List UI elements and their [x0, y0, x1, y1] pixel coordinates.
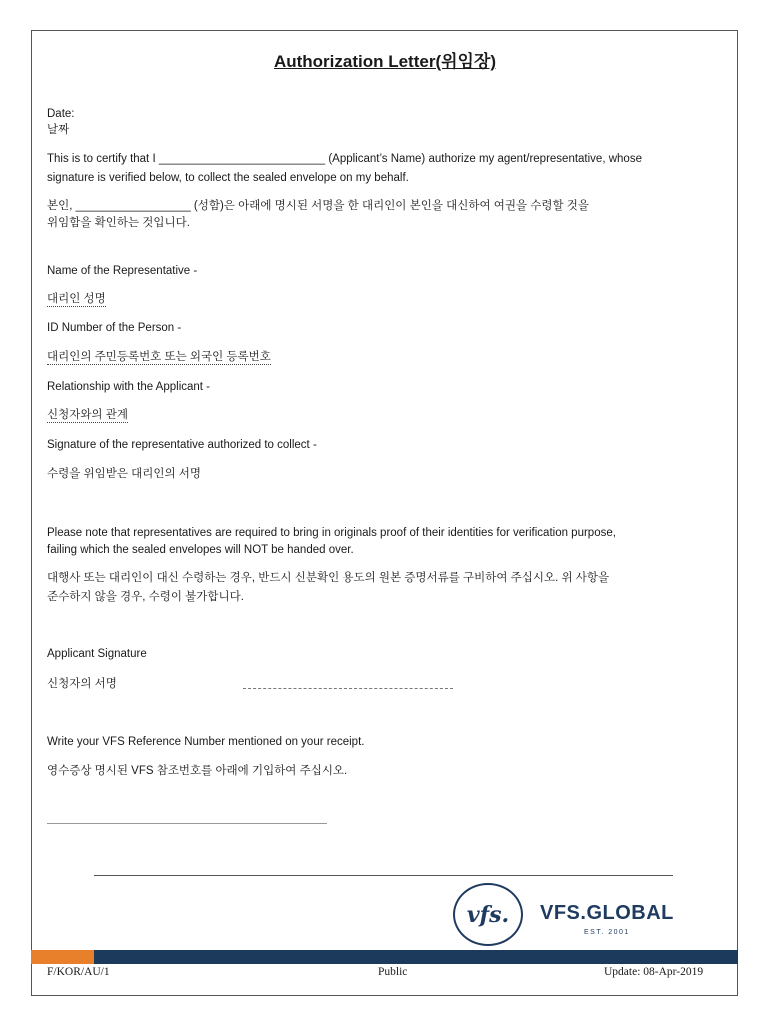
relationship-label-ko: 신청자와의 관계	[47, 409, 128, 421]
certify-ko-line1: 본인, __________________ (성함)은 아래에 명시된 서명을 한 대리인이 본인을 대신하여 여권을 수령할 것을	[47, 200, 590, 212]
representative-signature-label-ko: 수령을 위임받은 대리인의 서명	[47, 468, 202, 480]
footer-classification: Public	[378, 966, 408, 978]
representative-name-label: Name of the Representative -	[47, 265, 198, 277]
date-label-en: Date:	[47, 108, 75, 120]
representative-signature-label: Signature of the representative authorized to collect -	[47, 439, 317, 451]
applicant-signature-line[interactable]	[243, 688, 453, 689]
note-ko-line2: 준수하지 않을 경우, 수령이 불가합니다.	[47, 591, 244, 603]
relationship-label: Relationship with the Applicant -	[47, 381, 211, 393]
vfs-logo-est: EST. 2001	[584, 929, 630, 936]
footer-bar-orange	[31, 950, 94, 964]
id-number-label-ko: 대리인의 주민등록번호 또는 외국인 등록번호	[47, 351, 271, 363]
reference-instruction-ko: 영수증상 명시된 VFS 참조번호를 아래에 기입하여 주십시오.	[47, 765, 348, 777]
vfs-logo-mark: vfs.	[453, 883, 523, 946]
applicant-signature-label: Applicant Signature	[47, 648, 147, 660]
certify-ko-line2: 위임함을 확인하는 것입니다.	[47, 217, 190, 229]
footer-form-code: F/KOR/AU/1	[47, 966, 110, 978]
document-title: Authorization Letter(위임장)	[273, 52, 497, 71]
vfs-logo-name: VFS.GLOBAL	[540, 902, 674, 924]
footer-update-date: Update: 08-Apr-2019	[604, 966, 704, 978]
representative-name-label-ko: 대리인 성명	[47, 293, 106, 305]
reference-instruction-en: Write your VFS Reference Number mentioned on your receipt.	[47, 736, 365, 748]
certify-en-line2: signature is verified below, to collect the sealed envelope on my behalf.	[47, 172, 409, 184]
id-number-label: ID Number of the Person -	[47, 322, 182, 334]
note-en-line2: failing which the sealed envelopes will NOT be handed over.	[47, 544, 354, 556]
reference-number-line[interactable]	[47, 823, 327, 824]
date-label-ko: 날짜	[47, 124, 70, 136]
footer-bar-navy	[94, 950, 738, 964]
certify-en-line1: This is to certify that I __________________________ (Applicant’s Name) authorize my agent/representative, whose	[47, 153, 642, 165]
applicant-signature-label-ko: 신청자의 서명	[47, 678, 117, 690]
note-ko-line1: 대행사 또는 대리인이 대신 수령하는 경우, 반드시 신분확인 용도의 원본 증명서류를 구비하여 주십시오. 위 사항을	[47, 572, 610, 584]
note-en-line1: Please note that representatives are required to bring in originals proof of their identities for verification purpose,	[47, 527, 616, 539]
footer-divider	[94, 875, 673, 876]
